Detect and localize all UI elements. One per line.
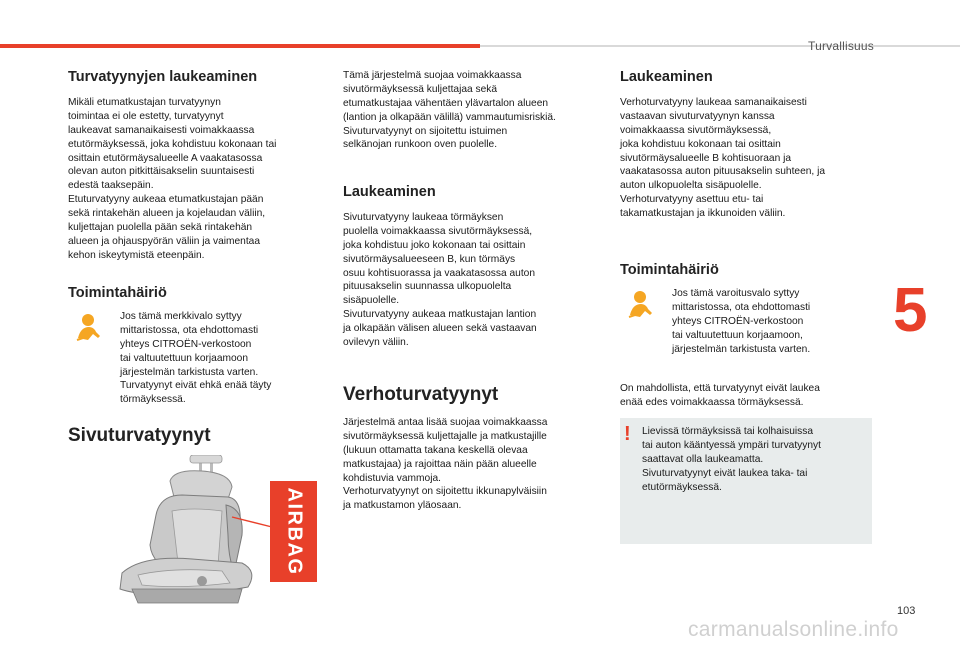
fault-text-1: Jos tämä merkkivalo syttyy mittaristossa, ota ehdottomasti yhteys CITROËN-verkostoon tai valtuutettuun korjaamoon järjestelmän tarkistusta varten. Turvatyynyt eivät ehkä enää täyty törmäyksessä. bbox=[120, 311, 272, 406]
heading-fault-1: Toimintahäiriö bbox=[68, 285, 167, 301]
side-deploy-section bbox=[343, 184, 603, 201]
curtain-deploy-section bbox=[620, 69, 880, 86]
fault-warning-2 bbox=[626, 287, 876, 356]
side-airbags-section bbox=[68, 425, 328, 448]
deactivation-text-block bbox=[68, 96, 328, 263]
side-deploy-block bbox=[343, 211, 603, 350]
heading-curtain-deploy: Laukeaminen bbox=[620, 69, 713, 85]
chapter-number: 5 bbox=[893, 276, 928, 345]
deactivation-section bbox=[68, 69, 328, 86]
fault-section-1 bbox=[68, 285, 328, 302]
header-accent-bar bbox=[0, 44, 480, 48]
curtain-paragraph: Järjestelmä antaa lisää suojaa voimakkaassa sivutörmäyksessä kuljettajalle ja matkustajille (lukuun ottamatta takana keskellä olevaa matkustajaa) ja rajoittaa näin pään alueelle kohdistuvia vammoja. Verhoturvatyynyt on sijoitettu ikkunapylväisiin ja matkustamon yläosaan. bbox=[343, 417, 548, 512]
heading-deactivation: Turvatyynyjen laukeaminen bbox=[68, 69, 258, 85]
heading-curtain-airbags: Verhoturvatyynyt bbox=[343, 384, 499, 405]
warning-note-text: Lievissä törmäyksissä tai kolhaisuissa tai auton kääntyessä ympäri turvatyynyt saattavat olla laukeamatta. Sivuturvatyynyt eivät laukea taka- tai etutörmäyksessä. bbox=[642, 426, 821, 493]
airbag-label: AIRBAG bbox=[283, 487, 306, 576]
section-title: Turvallisuus bbox=[808, 39, 874, 53]
side-deploy-paragraph: Sivuturvatyyny laukeaa törmäyksen puolella voimakkaassa sivutörmäyksessä, joka kohdistuu joko kokonaan tai osittain sivutörmäysalueeseen B, kun törmäys osuu kohtisuorassa ja vaakatasossa auton pituusakselin suunnassa ulkopuolelta sisäpuolelle. Sivuturvatyyny aukeaa matkustajan lantion ja olkapään välisen alueen sekä vastaavan ovilevyn väliin. bbox=[343, 212, 537, 348]
fault-section-2 bbox=[620, 262, 880, 279]
exclamation-icon: ! bbox=[624, 423, 631, 445]
watermark: carmanualsonline.info bbox=[688, 618, 899, 641]
heading-fault-2: Toimintahäiriö bbox=[620, 262, 719, 278]
airbag-warning-lamp-icon bbox=[626, 287, 658, 321]
header-rule bbox=[480, 45, 960, 47]
curtain-deploy-block bbox=[620, 96, 880, 221]
curtain-block bbox=[343, 416, 603, 513]
side-intro-paragraph: Tämä järjestelmä suojaa voimakkaassa sivutörmäyksessä kuljettajaa sekä etumatkustajaa vähentäen ylävartalon alueen (lantion ja olkapään välillä) vammautumisriskiä. Sivuturvatyynyt on sijoitettu istuimen selkänojan runkoon oven puolelle. bbox=[343, 70, 556, 151]
heading-side-deploy: Laukeaminen bbox=[343, 184, 436, 200]
side-intro-block bbox=[343, 69, 603, 152]
curtain-deploy-paragraph: Verhoturvatyyny laukeaa samanaikaisesti vastaavan sivuturvatyynyn kanssa voimakkaassa sivutörmäyksessä, joka kohdistuu kokonaan tai osittain sivutörmäysalueelle B kohtisuoraan ja vaakatasossa auton pituusakselin suhteen, ja auton ulkopuolelta sisäpuolelle. Verhoturvatyyny asettuu etu- tai takamatkustajan ja ikkunoiden väliin. bbox=[620, 97, 826, 219]
curtain-section bbox=[343, 384, 603, 407]
airbag-warning-lamp-icon bbox=[74, 310, 106, 344]
airbag-label-tag bbox=[270, 481, 317, 582]
page-number: 103 bbox=[897, 605, 916, 617]
fault-warning-1 bbox=[74, 310, 324, 407]
note-paragraph: On mahdollista, että turvatyynyt eivät laukea enää edes voimakkaassa törmäyksessä. bbox=[620, 383, 820, 408]
heading-side-airbags: Sivuturvatyynyt bbox=[68, 425, 211, 446]
note-block bbox=[620, 382, 880, 410]
deactivation-paragraph: Mikäli etumatkustajan turvatyynyn toimintaa ei ole estetty, turvatyynyt laukeavat samanaikaisesti voimakkaassa etutörmäyksessä, joka kohdistuu kokonaan tai osittain etutörmäysalueelle A vaakatasossa olevan auton pitkittäisakselin suuntaisesti edestä taaksepäin. Etuturvatyyny aukeaa etumatkustajan pään sekä rintakehän alueen ja kojelaudan väliin, kuljettajan puolella pään sekä rintakehän alueen ja ohjauspyörän väliin ja vaimentaa kehon iskeytymistä eteenpäin. bbox=[68, 97, 277, 261]
fault-text-2: Jos tämä varoitusvalo syttyy mittaristossa, ota ehdottomasti yhteys CITROËN-verkostoon tai valtuutettuun korjaamoon, järjestelmän tarkistusta varten. bbox=[672, 288, 811, 355]
warning-note-box bbox=[620, 418, 872, 544]
